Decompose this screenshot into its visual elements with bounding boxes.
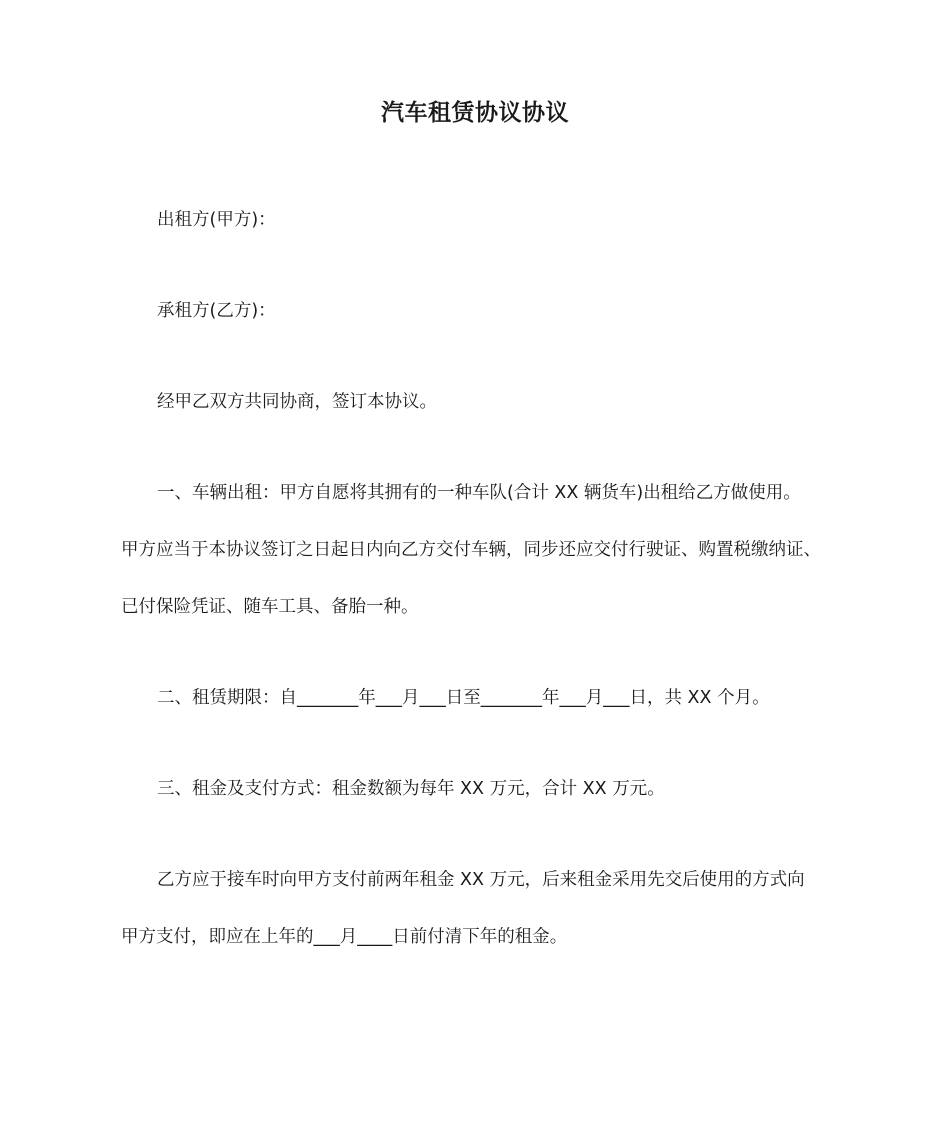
clause-1-line-2: 甲方应当于本协议签订之日起日内向乙方交付车辆，同步还应交付行驶证、购置税缴纳证、 <box>121 540 821 560</box>
clause-3-line: 三、租金及支付方式：租金数额为每年 XX 万元，合计 XX 万元。 <box>157 779 665 799</box>
lessee-line: 承租方(乙方)： <box>157 301 276 321</box>
agreement-intro-line: 经甲乙双方共同协商，签订本协议。 <box>157 392 437 412</box>
clause-2-line: 二、租赁期限：自_______年___月___日至_______年___月___日，共 XX 个月。 <box>157 688 770 708</box>
document-title: 汽车租赁协议协议 <box>381 100 569 126</box>
lessor-line: 出租方(甲方)： <box>157 210 276 230</box>
payment-line-1: 乙方应于接车时向甲方支付前两年租金 XX 万元，后来租金采用先交后使用的方式向 <box>157 870 805 890</box>
payment-line-2: 甲方支付，即应在上年的___月____日前付清下年的租金。 <box>121 927 568 947</box>
clause-1-line-3: 已付保险凭证、随车工具、备胎一种。 <box>121 597 419 617</box>
clause-1-line-1: 一、车辆出租：甲方自愿将其拥有的一种车队(合计 XX 辆货车)出租给乙方做使用。 <box>157 483 801 503</box>
